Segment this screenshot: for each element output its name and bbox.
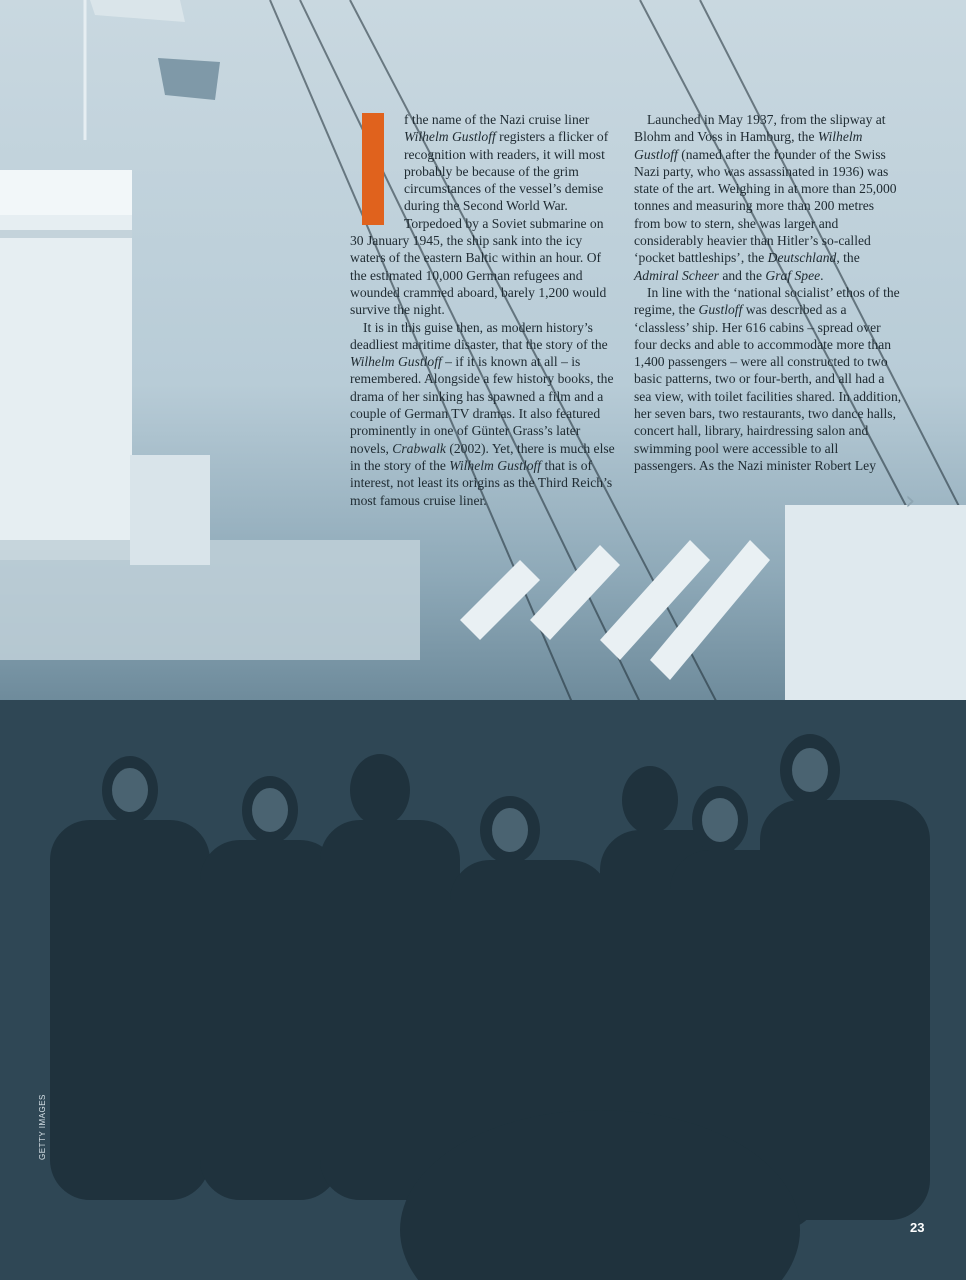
paragraph [350,319,618,509]
text-run: Gustloff [698,302,743,318]
text-run: – if it is known at all – is remembered. Alongside a few history books, the drama of her sinking has spawned a film and a couple of German TV dramas. It also featured prominently in one of Günter Grass’s later novels, [350,354,614,456]
text-run: f the name of the Nazi cruise liner [404,112,590,127]
text-run: was described as a ‘classless’ ship. Her 616 cabins – spread over four decks and able to accommodate more than 1,400 passengers – were all constructed to two basic patterns, two or four-berth, and all had a sea view, with toilet facilities shared. In addition, her seven bars, two restaurants, two dance halls, concert hall, library, hairdressing salon and swimming pool were accessible to all passengers. As the Nazi minister Robert Ley [634,302,902,473]
text-run: Crabwalk [392,440,446,456]
paragraph [634,111,902,284]
article-column-1 [350,111,618,509]
text-run: . [820,267,824,283]
page-number: 23 [910,1220,925,1235]
text-run: that is of interest, not least its origins as the Third Reich’s most famous cruise liner. [350,457,613,508]
text-run: and the [718,267,766,283]
intro-paragraph [350,111,618,319]
text-run: (named after the founder of the Swiss Nazi party, who was assassinated in 1936) was state of the art. Weighing in at more than 25,000 tonnes and measuring more than 200 metres from bow to stern, she was larger and considerably heavier than Hitler’s so-called ‘pocket battleships’, the [634,146,897,266]
text-run: Wilhelm Gustloff [634,129,863,162]
text-run: Wilhelm Gustloff [404,129,496,145]
paragraph [634,284,902,474]
text-run: In line with the ‘national socialist’ ethos of the regime, the [634,284,900,318]
text-run: It is in this guise then, as modern history’s deadliest maritime disaster, that the story of the [350,319,608,352]
drop-cap [362,113,384,225]
text-run: Deutschland [767,250,837,266]
text-run: Graf Spee [765,267,821,283]
text-run: (2002). Yet, there is much else in the story of the [350,440,615,473]
text-run: Launched in May 1937, from the slipway at Blohm and Voss in Hamburg, the [634,112,886,145]
text-run: , the [836,250,860,266]
continue-arrow-icon: › [905,486,916,516]
text-run: registers a flicker of recognition with readers, it will most probably be because of the grim circumstances of the vessel’s demise during the Second World War. Torpedoed by a Soviet submarine on 30 January 1945, the ship sank into the icy waters of the eastern Baltic within an hour. Of the estimated 10,000 German refugees and wounded crammed aboard, barely 1,200 would survive the night. [350,129,609,318]
text-run: Wilhelm Gustloff [350,354,442,370]
article-column-2 [634,111,902,474]
text-run: Admiral Scheer [634,267,719,283]
photo-credit: GETTY IMAGES [38,1094,47,1160]
text-run: Wilhelm Gustloff [449,457,542,473]
